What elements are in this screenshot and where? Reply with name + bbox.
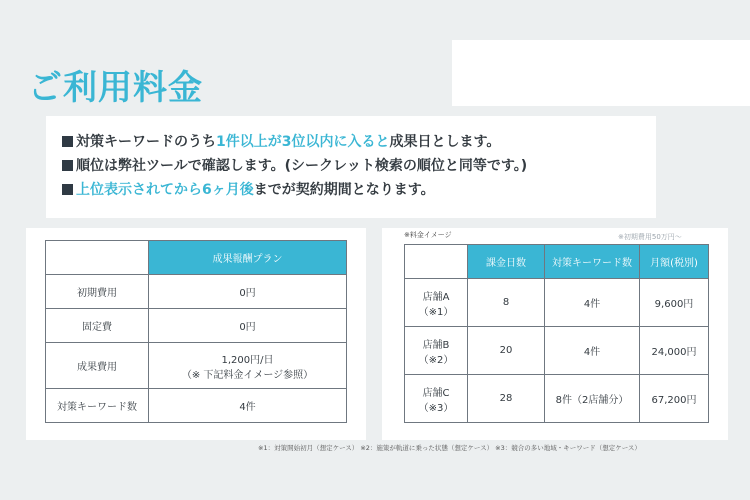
header-days: 課金日数 bbox=[468, 245, 545, 279]
note-highlight: 1件以上が3位以内に入ると bbox=[216, 134, 390, 150]
value-note: （※ 下記料金イメージ参照） bbox=[181, 369, 314, 381]
value-line: 1,200円/日 bbox=[221, 354, 274, 366]
days-cell: 20 bbox=[468, 327, 545, 375]
note-text: 対策キーワードのうち bbox=[76, 134, 216, 150]
decorative-white-panel bbox=[452, 40, 750, 106]
row-label: 対策キーワード数 bbox=[46, 389, 149, 423]
square-bullet-icon bbox=[62, 136, 73, 147]
note-highlight: 上位表示されてから6ヶ月後 bbox=[76, 182, 254, 198]
table-row bbox=[405, 327, 709, 375]
row-label: 初期費用 bbox=[46, 275, 149, 309]
table-row bbox=[46, 343, 347, 389]
note-line-1 bbox=[62, 130, 656, 154]
row-value: 0円 bbox=[149, 275, 347, 309]
row-value: 0円 bbox=[149, 309, 347, 343]
store-name: 店舗A bbox=[422, 291, 450, 303]
example-caption: ※料金イメージ bbox=[404, 231, 452, 239]
table-row bbox=[405, 375, 709, 423]
row-label: 成果費用 bbox=[46, 343, 149, 389]
note-line-3 bbox=[62, 178, 656, 202]
store-note: （※1） bbox=[418, 306, 454, 318]
store-cell bbox=[405, 327, 468, 375]
keywords-cell: 8件（2店舗分） bbox=[545, 375, 640, 423]
monthly-cell: 9,600円 bbox=[640, 279, 709, 327]
table-row bbox=[46, 275, 347, 309]
note-text: までが契約期間となります。 bbox=[253, 182, 435, 198]
table-row bbox=[46, 389, 347, 423]
plan-panel bbox=[26, 228, 366, 440]
footnote: ※1：対策開始初月（想定ケース） ※2：施策が軌道に乗った状態（想定ケース） ※3：競合の多い地域・キーワード（想定ケース） bbox=[258, 444, 641, 452]
table-row bbox=[405, 279, 709, 327]
days-cell: 8 bbox=[468, 279, 545, 327]
square-bullet-icon bbox=[62, 160, 73, 171]
note-text: 成果日とします。 bbox=[389, 134, 501, 150]
store-name: 店舗C bbox=[422, 387, 450, 399]
keywords-cell: 4件 bbox=[545, 327, 640, 375]
note-line-2 bbox=[62, 154, 656, 178]
keywords-cell: 4件 bbox=[545, 279, 640, 327]
header-keywords: 対策キーワード数 bbox=[545, 245, 640, 279]
note-text: 順位は弊社ツールで確認します。(シークレット検索の順位と同等です。) bbox=[76, 158, 528, 174]
store-cell bbox=[405, 279, 468, 327]
monthly-cell: 67,200円 bbox=[640, 375, 709, 423]
plan-header: 成果報酬プラン bbox=[149, 241, 347, 275]
row-label: 固定費 bbox=[46, 309, 149, 343]
initial-fee-note: ※初期費用50万円～ bbox=[618, 233, 682, 241]
page-title: ご利用料金 bbox=[28, 68, 203, 108]
store-cell bbox=[405, 375, 468, 423]
days-cell: 28 bbox=[468, 375, 545, 423]
empty-corner-cell bbox=[46, 241, 149, 275]
example-table bbox=[404, 244, 709, 423]
notes-box bbox=[46, 116, 656, 218]
monthly-cell: 24,000円 bbox=[640, 327, 709, 375]
store-note: （※3） bbox=[418, 402, 454, 414]
header-monthly: 月額(税別) bbox=[640, 245, 709, 279]
store-note: （※2） bbox=[418, 354, 454, 366]
store-name: 店舗B bbox=[422, 339, 450, 351]
square-bullet-icon bbox=[62, 184, 73, 195]
table-row bbox=[46, 309, 347, 343]
empty-corner-cell bbox=[405, 245, 468, 279]
example-panel bbox=[382, 228, 728, 440]
plan-table bbox=[45, 240, 347, 423]
row-value bbox=[149, 343, 347, 389]
row-value: 4件 bbox=[149, 389, 347, 423]
